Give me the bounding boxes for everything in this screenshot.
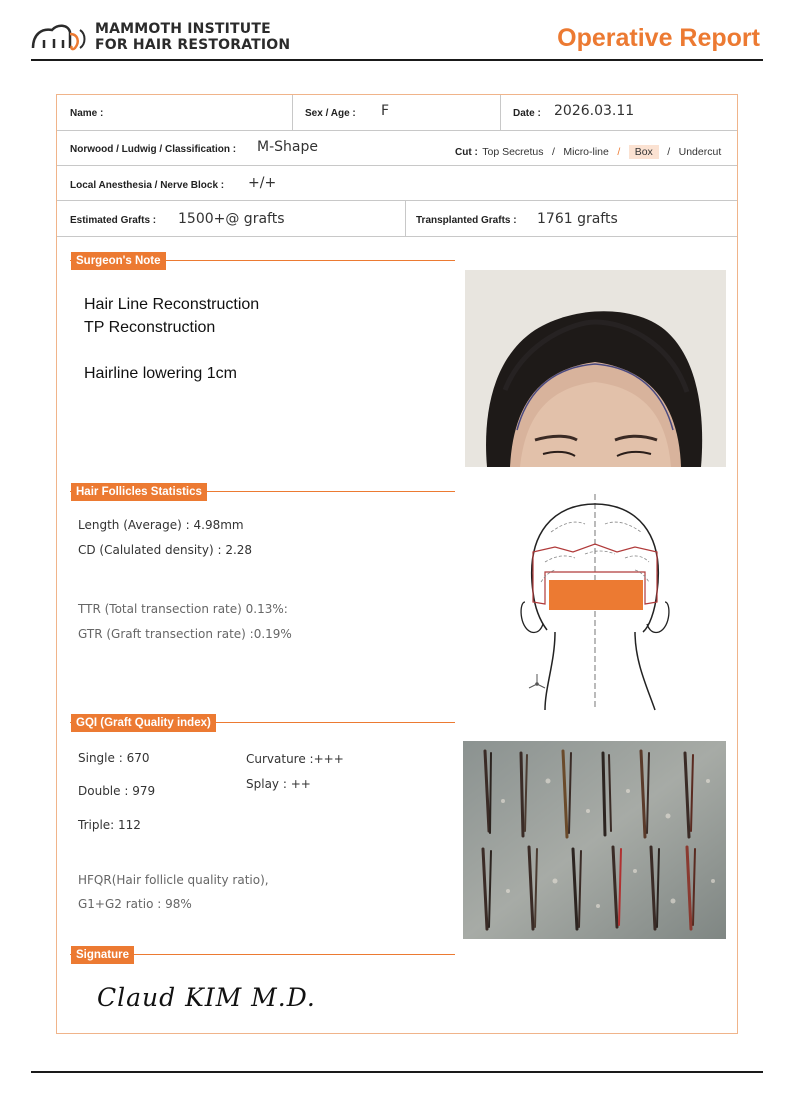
row-divider (57, 236, 737, 237)
transplanted-grafts-value: 1761 grafts (537, 211, 618, 227)
gqi-single: Single : 670 (78, 751, 150, 765)
anesthesia-value: +/+ (248, 175, 277, 191)
sex-age-value: F (381, 103, 390, 119)
cut-label: Cut : (455, 147, 478, 158)
signature-title: Signature (71, 946, 134, 964)
classification-value: M-Shape (257, 139, 318, 155)
estimated-grafts-value: 1500+@ grafts (178, 211, 285, 227)
name-label: Name : (70, 108, 104, 119)
stat-gtr: GTR (Graft transection rate) :0.19% (78, 627, 292, 641)
cut-options (455, 142, 721, 160)
header-divider (31, 59, 763, 61)
date-value: 2026.03.11 (554, 103, 635, 119)
stat-cd: CD (Calulated density) : 2.28 (78, 543, 253, 557)
donor-area-diagram (515, 492, 680, 712)
institute-logo (30, 20, 88, 52)
gqi-splay: Splay : ++ (246, 777, 311, 791)
classification-label: Norwood / Ludwig / Classification : (70, 144, 237, 155)
cut-separator: / (667, 146, 671, 158)
institute-name-line2: FOR HAIR RESTORATION (95, 37, 291, 53)
row-divider (57, 200, 737, 201)
surgeons-note-line: Hairline lowering 1cm (84, 365, 237, 382)
cut-option-top-secretus: Top Secretus (482, 146, 544, 158)
row-divider (57, 165, 737, 166)
footer-divider (31, 1071, 763, 1073)
gqi-title: GQI (Graft Quality index) (71, 714, 216, 732)
follicle-stats-title: Hair Follicles Statistics (71, 483, 207, 501)
cut-option-undercut: Undercut (678, 146, 722, 158)
cut-option-micro-line: Micro-line (563, 146, 609, 158)
cut-separator: / (617, 146, 621, 158)
gqi-double: Double : 979 (78, 784, 156, 798)
surgeons-note-title: Surgeon's Note (71, 252, 166, 270)
stat-ttr: TTR (Total transection rate) 0.13%: (78, 602, 288, 616)
sex-age-label: Sex / Age : (305, 108, 356, 119)
stat-length: Length (Average) : 4.98mm (78, 518, 244, 532)
cell-divider (500, 95, 501, 130)
hairline-photo-image (465, 270, 726, 467)
institute-name (95, 21, 290, 53)
grafts-photo-image (463, 741, 726, 939)
estimated-grafts-label: Estimated Grafts : (70, 215, 157, 226)
anesthesia-label: Local Anesthesia / Nerve Block : (70, 180, 225, 191)
gqi-g1g2-ratio: G1+G2 ratio : 98% (78, 897, 192, 911)
cut-option-box-selected: Box (629, 145, 659, 159)
mammoth-logo-icon (30, 20, 88, 52)
surgeons-note-line: TP Reconstruction (84, 319, 216, 336)
head-back-diagram-icon (515, 492, 680, 712)
row-divider (57, 130, 737, 131)
cut-separator: / (551, 146, 555, 158)
surgeons-note-line: Hair Line Reconstruction (84, 296, 260, 313)
transplanted-grafts-label: Transplanted Grafts : (416, 215, 517, 226)
handwritten-signature: Claud KIM M.D. (97, 983, 316, 1012)
gqi-triple: Triple: 112 (78, 818, 141, 832)
cell-divider (292, 95, 293, 130)
cell-divider (405, 201, 406, 236)
hairline-photo (465, 270, 726, 467)
report-title: Operative Report (557, 24, 760, 52)
date-label: Date : (513, 108, 541, 119)
grafts-photo (463, 741, 726, 939)
institute-name-line1: MAMMOTH INSTITUTE (95, 21, 271, 37)
gqi-hfqr: HFQR(Hair follicle quality ratio), (78, 873, 269, 887)
gqi-curvature: Curvature :+++ (246, 752, 344, 766)
